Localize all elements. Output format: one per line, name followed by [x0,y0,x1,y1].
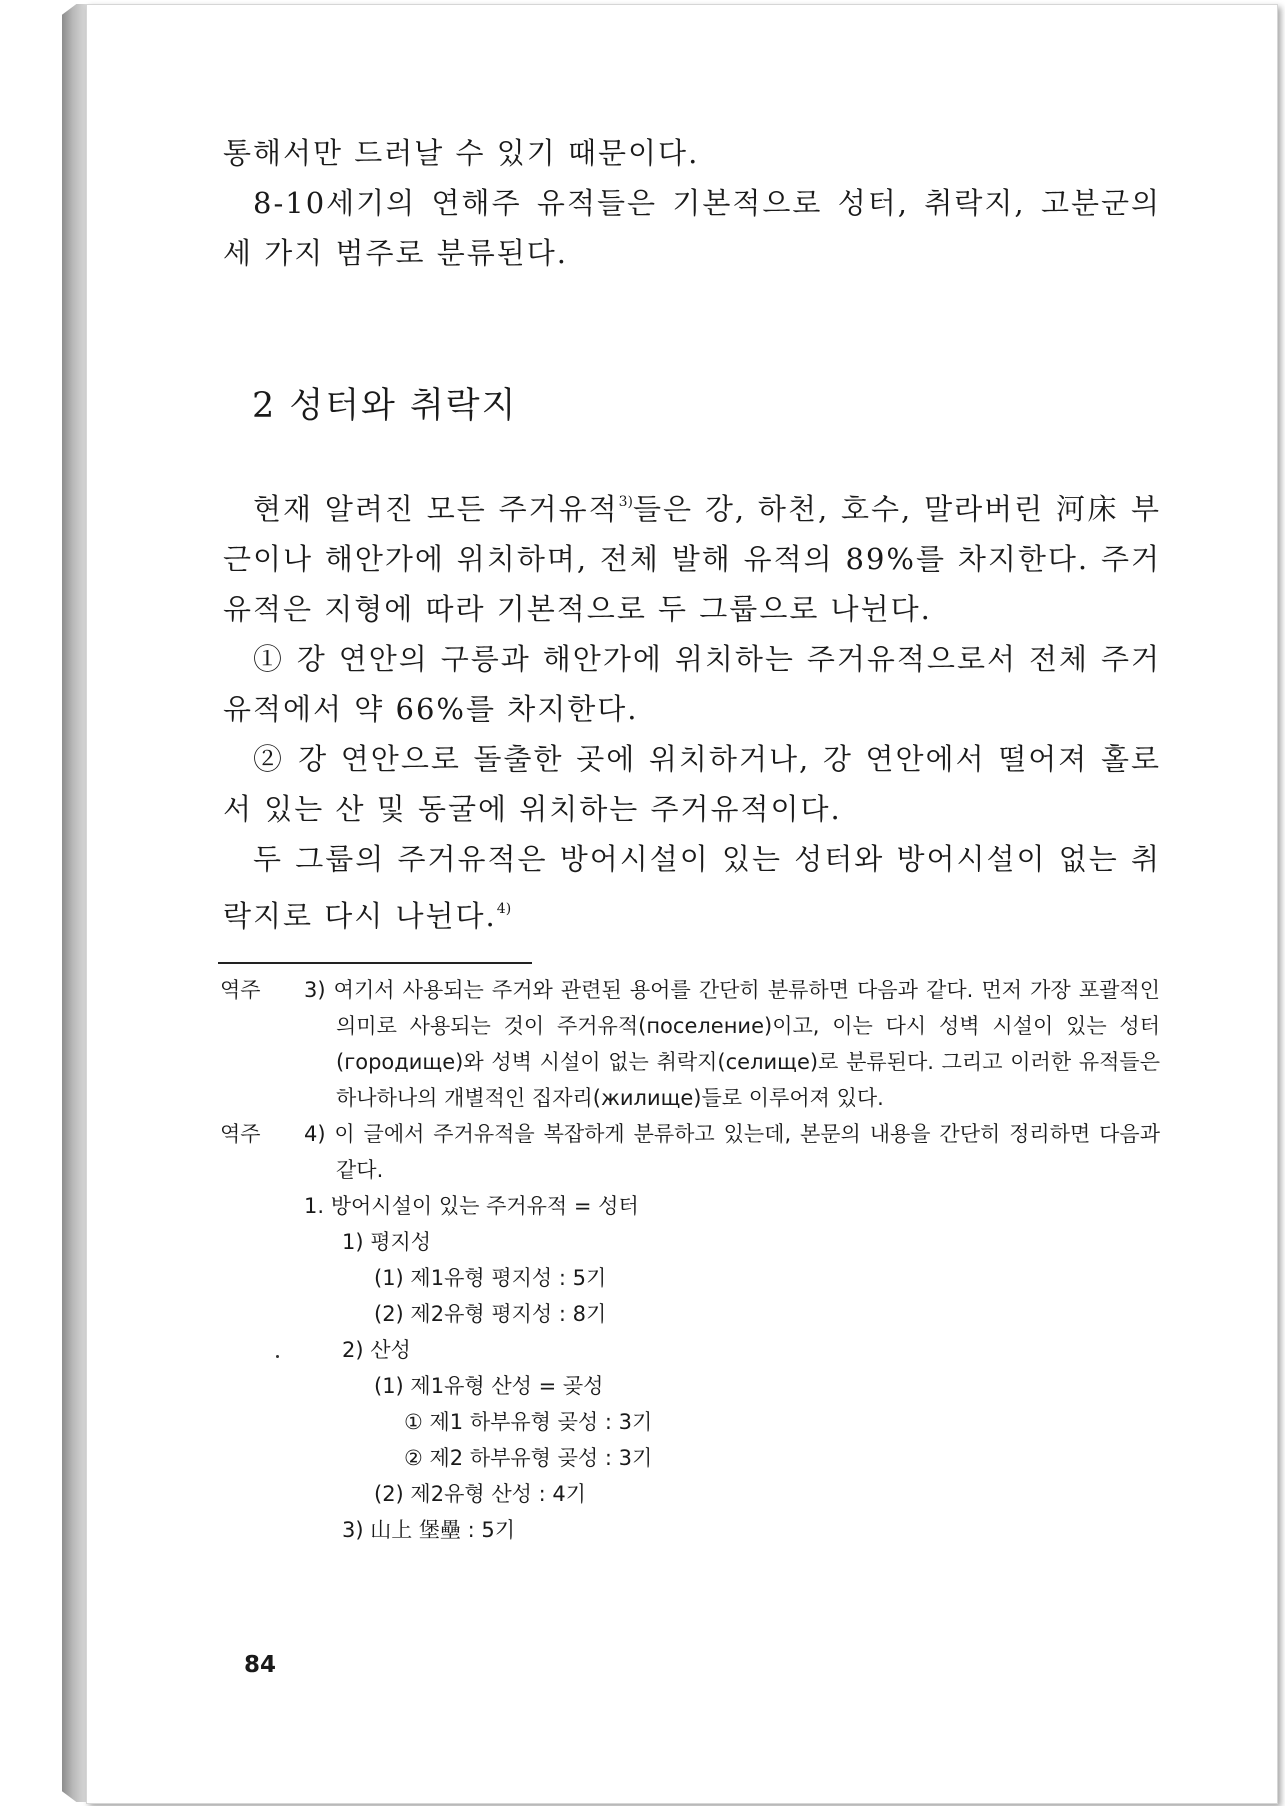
outline-item: 2) 산성 [342,1338,411,1362]
footnote-tag: 역주 [220,1122,261,1146]
paragraph [223,834,1161,941]
outline-item: ① 제1 하부유형 곶성 : 3기 [404,1410,653,1434]
page-number: 84 [244,1652,277,1678]
outline-item: (2) 제2유형 평지성 : 8기 [374,1302,607,1326]
section-heading: 2 성터와 취락지 [252,386,518,426]
outline-item: (1) 제1유형 평지성 : 5기 [374,1266,607,1290]
outline-item: (1) 제1유형 산성 = 곶성 [374,1374,604,1398]
footnote [220,972,1160,1116]
book-spine-edge [62,4,86,1802]
outline-item: ② 제2 하부유형 곶성 : 3기 [404,1446,653,1470]
footnote-text: 3) 여기서 사용되는 주거와 관련된 용어를 간단히 분류하면 다음과 같다. 먼저 가장 포괄적인 의미로 사용되는 것이 주거유적(поселение)이고, 이는 다시 성벽 시설이 있는 성터(городище)와 성벽 시설이 없는 취락지(селище)로 분류된다. 그리고 이러한 유적들은 하나하나의 개별적인 집자리(жилище)들로 이루어져 있다. [304,978,1160,1110]
paragraph: 통해서만 드러날 수 있기 때문이다. [223,136,700,170]
paragraph-text: 들은 강, 하천, 호수, 말라버린 河床 부근이나 해안가에 위치하며, 전체 발해 유적의 89%를 차지한다. 주거유적은 지형에 따라 기본적으로 두 그룹으로 나뉜다. [223,492,1162,626]
outline-item: (2) 제2유형 산성 : 4기 [374,1482,586,1506]
footnote-tag: 역주 [220,978,261,1002]
outline-item: 1. 방어시설이 있는 주거유적 = 성터 [304,1194,639,1218]
footnotes [220,972,1160,1548]
section-text-block [223,477,1161,941]
footnote-marker: 4) [496,901,512,917]
top-text-block [223,128,1161,278]
paragraph-text: 두 그룹의 주거유적은 방어시설이 있는 성터와 방어시설이 없는 취락지로 다시 나뉜다. [223,842,1161,933]
footnote-divider [218,962,532,964]
footnote-text: 4) 이 글에서 주거유적을 복잡하게 분류하고 있는데, 본문의 내용을 간단히 정리하면 다음과 같다. [304,1122,1160,1182]
outline-item: 3) 山上 堡壘 : 5기 [342,1518,515,1542]
footnote-marker: 3) [618,494,634,510]
paragraph-text: 현재 알려진 모든 주거유적 [253,492,619,526]
classification-outline [304,1188,1160,1548]
print-speck [276,1355,279,1358]
outline-item: 1) 평지성 [342,1230,432,1254]
paragraph: ① 강 연안의 구릉과 해안가에 위치하는 주거유적으로서 전체 주거유적에서 약 66%를 차지한다. [223,642,1161,726]
footnote [220,1116,1160,1548]
paragraph: ② 강 연안으로 돌출한 곳에 위치하거나, 강 연안에서 떨어져 홀로 서 있는 산 및 동굴에 위치하는 주거유적이다. [223,742,1161,826]
paragraph: 8-10세기의 연해주 유적들은 기본적으로 성터, 취락지, 고분군의 세 가지 범주로 분류된다. [223,186,1161,270]
paragraph [223,477,1161,634]
